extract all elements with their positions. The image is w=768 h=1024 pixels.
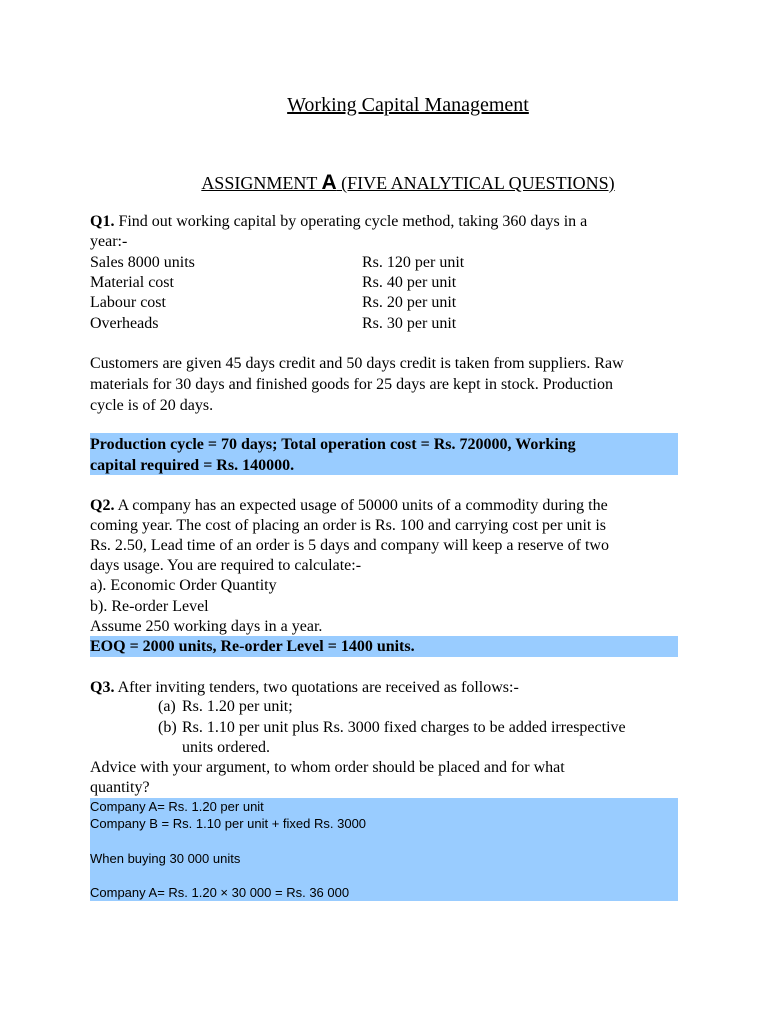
q1-row-value: Rs. 120 per unit [362,254,465,271]
q1-answer-line: Production cycle = 70 days; Total operation cost = Rs. 720000, Working [90,436,576,453]
q3-advice-line: Advice with your argument, to whom order should be placed and for what [90,759,565,776]
q3-option-a-marker: (a) [158,698,176,715]
q1-paragraph-line: materials for 30 days and finished goods for 25 days are kept in stock. Production [90,376,613,393]
q2-line: Assume 250 working days in a year. [90,618,323,635]
q1-answer-line: capital required = Rs. 140000. [90,457,295,474]
q1-row-item: Labour cost [90,294,166,311]
q3-option-b-line: units ordered. [182,739,270,756]
assignment-prefix: ASSIGNMENT [201,173,322,193]
q1-paragraph-line: Customers are given 45 days credit and 50 days credit is taken from suppliers. Raw [90,355,624,372]
q2-answer-line: EOQ = 2000 units, Re-order Level = 1400 units. [90,638,415,655]
q2-line: days usage. You are required to calculate:- [90,557,362,574]
q3-answer-line: Company A= Rs. 1.20 × 30 000 = Rs. 36 000 [90,885,350,900]
q3-answer-line: Company B = Rs. 1.10 per unit + fixed Rs. 3000 [90,816,367,831]
assignment-letter: A [321,171,337,194]
q2-line-1 [90,496,608,516]
q1-row-item: Sales 8000 units [90,254,195,271]
assignment-suffix: (FIVE ANALYTICAL QUESTIONS) [336,173,615,193]
q1-row-value: Rs. 40 per unit [362,274,457,291]
q1-row-value: Rs. 30 per unit [362,315,457,332]
assignment-heading [0,171,768,195]
q2-line: a). Economic Order Quantity [90,577,277,594]
q1-label: Q1. [90,213,115,230]
q3-option-a: Rs. 1.20 per unit; [182,698,293,715]
q3-label: Q3. [90,679,115,696]
q1-row-item: Overheads [90,315,159,332]
q2-intro-text: A company has an expected usage of 50000 units of a commodity during the [114,497,608,514]
q3-intro-text: After inviting tenders, two quotations are received as follows:- [114,679,519,696]
q3-answer-line: Company A= Rs. 1.20 per unit [90,799,264,814]
q3-advice-line: quantity? [90,779,150,796]
q2-line: coming year. The cost of placing an order is Rs. 100 and carrying cost per unit is [90,517,607,534]
q3-answer-line: When buying 30 000 units [90,851,241,866]
q2-label: Q2. [90,497,115,514]
q3-option-b-line: Rs. 1.10 per unit plus Rs. 3000 fixed charges to be added irrespective [182,719,626,736]
q1-paragraph-line: cycle is of 20 days. [90,397,214,414]
page-title: Working Capital Management [287,94,529,116]
q1-intro-line-2: year:- [90,233,128,250]
q1-row-value: Rs. 20 per unit [362,294,457,311]
q2-line: Rs. 2.50, Lead time of an order is 5 days and company will keep a reserve of two [90,537,609,554]
q1-intro-line-1 [90,212,587,232]
q3-option-b-marker: (b) [158,719,177,736]
q2-line: b). Re-order Level [90,598,209,615]
q1-intro-text: Find out working capital by operating cycle method, taking 360 days in a [114,213,588,230]
q1-row-item: Material cost [90,274,174,291]
q3-line-1 [90,678,519,698]
